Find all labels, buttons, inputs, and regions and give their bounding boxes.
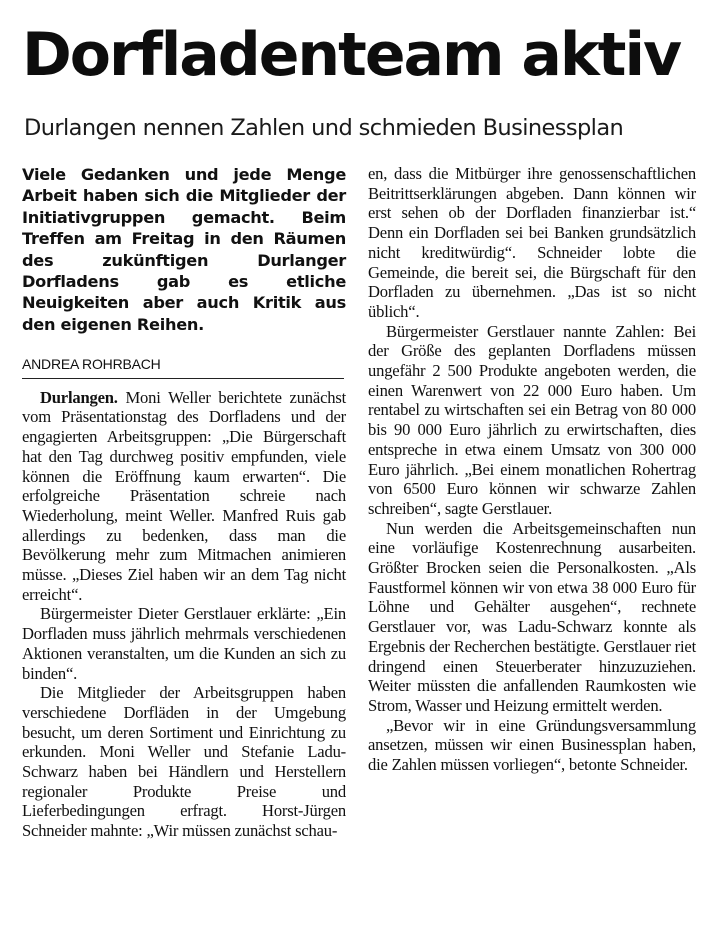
author-byline: ANDREA ROHRBACH xyxy=(22,356,161,372)
body-text: Moni Weller berichtete zunächst vom Präsentationstag des Dorfladens und der engagierten Arbeitsgruppen: „Die Bürgerschaft hat den Tag durchweg positiv empfunden, viele können die Eröffnung kaum erwarten“. Die erfolgreiche Präsentation schreie nach Wiederholung, meint Weller. Manfred Ruis gab allerdings zu bedenken, dass man die Bevölkerung mehr zum Mitmachen animieren müsse. „Dieses Ziel haben wir an dem Tag nicht erreicht“. xyxy=(22,387,346,604)
body-paragraph: Die Mitglieder der Arbeitsgruppen haben verschiedene Dorfläden in der Umgebung besucht, um deren Sortiment und Einrichtung zu erkunden. Moni Weller und Stefanie Ladu-Schwarz haben bei Händlern und Herstellern regionaler Produkte Preise und Lieferbedingungen erfragt. Horst-Jürgen Schneider mahnte: „Wir müssen zunächst schau- xyxy=(22,683,346,841)
article-headline: Dorfladenteam aktiv xyxy=(22,20,681,90)
body-paragraph: en, dass die Mitbürger ihre genossenschaftlichen Beitrittserklärungen abgeben. Dann können wir erst sehen ob der Dorfladen finanzierbar ist.“ Denn ein Dorfladen sei bei Banken grundsätzlich nicht kreditwürdig“. Schneider lobte die Gemeinde, die bereit sei, die Bürgschaft für den Dorfladen zu übernehmen. „Das ist so nicht üblich“. xyxy=(368,164,696,321)
dateline: Durlangen. xyxy=(40,387,118,407)
body-paragraph: Bürgermeister Dieter Gerstlauer erklärte: „Ein Dorfladen muss jährlich mehrmals verschiedenen Aktionen veranstalten, um die Kunden an sich zu binden“. xyxy=(22,604,346,683)
left-column xyxy=(22,164,346,841)
body-paragraph xyxy=(22,388,346,605)
byline-rule xyxy=(22,354,344,379)
article-lead: Viele Gedanken und jede Menge Arbeit haben sich die Mitglieder der Initiativgruppen gemacht. Beim Treffen am Freitag in den Räumen des zukünftigen Durlanger Dorfladens gab es etliche Neuigkeiten aber auch Kritik aus den eigenen Reihen. xyxy=(22,165,346,334)
body-paragraph: Bürgermeister Gerstlauer nannte Zahlen: Bei der Größe des geplanten Dorfladens müssen ungefähr 2 500 Produkte angeboten werden, die einen Warenwert von 22 000 Euro haben. Um rentabel zu wirtschaften sei ein Betrag von 80 000 bis 90 000 Euro jährlich zu erwirtschaften, dies entspreche in etwa einem Umsatz von 300 000 Euro jährlich. „Bei einem monatlichen Rohertrag von 6500 Euro können wir schwarze Zahlen schreiben“, sagte Gerstlauer. xyxy=(368,321,696,518)
right-column xyxy=(368,164,696,775)
article-subheadline: Durlangen nennen Zahlen und schmieden Businessplan xyxy=(24,115,624,141)
body-paragraph: Nun werden die Arbeitsgemeinschaften nun eine vorläufige Kostenrechnung ausarbeiten. Größter Brocken seien die Personalkosten. „Als Faustformel können wir von etwa 38 000 Euro für Löhne und Gehälter ausgehen“, rechnete Gerstlauer vor, was Ladu-Schwarz konnte als Ergebnis der Recherchen bestätigte. Gerstlauer riet dringend einen Steuerberater hinzuzuziehen. Weiter müssten die anfallenden Raumkosten wie Strom, Wasser und Heizung ermittelt werden. xyxy=(368,518,696,715)
body-paragraph: „Bevor wir in eine Gründungsversammlung ansetzen, müssen wir einen Businessplan haben, die Zahlen müssen vorliegen“, betonte Schneider. xyxy=(368,715,696,775)
